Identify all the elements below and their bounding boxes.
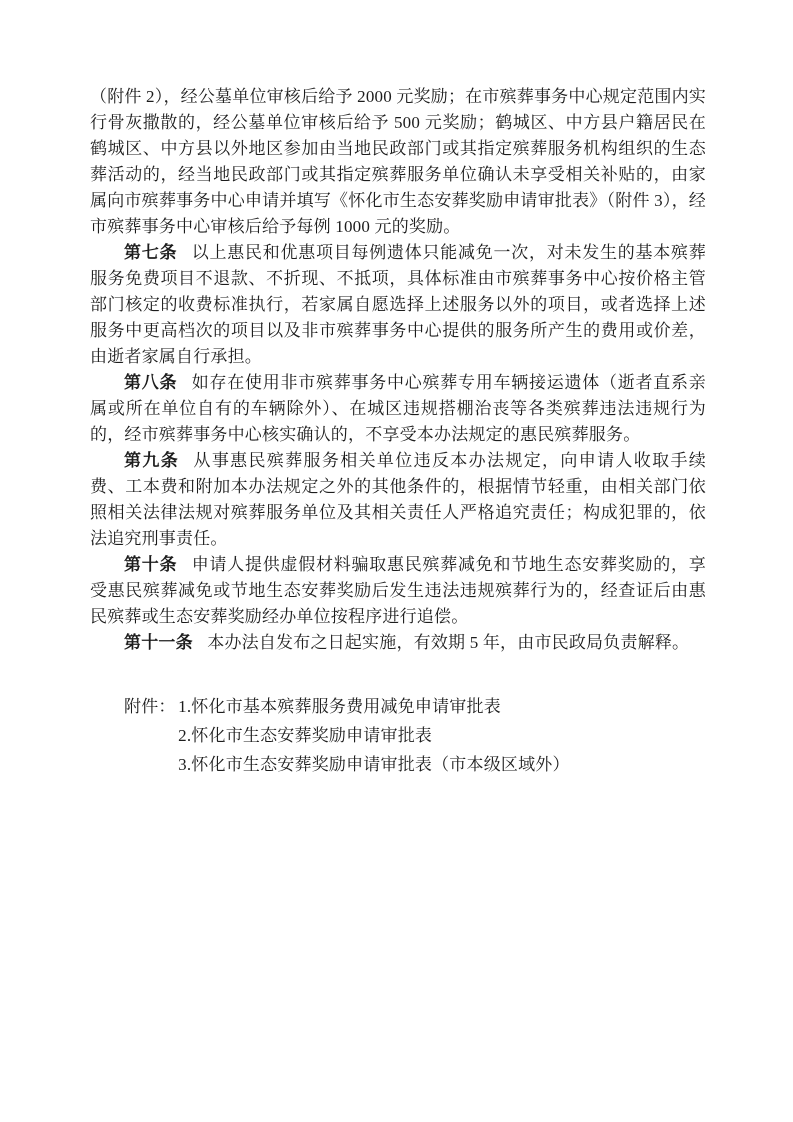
article-paragraph-7 — [90, 240, 706, 370]
attachment-item-1: 1.怀化市基本殡葬服务费用减免申请审批表 — [178, 697, 501, 716]
article-text: 以上惠民和优惠项目每例遗体只能减免一次，对未发生的基本殡葬服务免费项目不退款、不折现、不抵项，具体标准由市殡葬事务中心按价格主管部门核定的收费标准执行，若家属自愿选择上述服务以外的项目，或者选择上述服务中更高档次的项目以及非市殡葬事务中心提供的服务所产生的费用或价差，由逝者家属自行承担。 — [90, 243, 706, 366]
article-number: 第十一条 — [124, 633, 193, 652]
article-text: 本办法自发布之日起实施，有效期 5 年，由市民政局负责解释。 — [207, 633, 690, 652]
article-paragraph-8 — [90, 370, 706, 448]
article-number: 第十条 — [124, 555, 178, 574]
attachments-list — [178, 692, 706, 779]
article-text: 从事惠民殡葬服务相关单位违反本办法规定，向申请人收取手续费、工本费和附加本办法规定之外的其他条件的，根据情节轻重，由相关部门依照相关法律法规对殡葬服务单位及其相关责任人严格追究责任；构成犯罪的，依法追究刑事责任。 — [90, 451, 706, 548]
article-text: 如存在使用非市殡葬事务中心殡葬专用车辆接运遗体（逝者直系亲属或所在单位自有的车辆除外）、在城区违规搭棚治丧等各类殡葬违法违规行为的，经市殡葬事务中心核实确认的，不享受本办法规定的惠民殡葬服务。 — [90, 373, 706, 444]
article-text: 申请人提供虚假材料骗取惠民殡葬减免和节地生态安葬奖励的，享受惠民殡葬减免或节地生态安葬奖励后发生违法违规殡葬行为的，经查证后由惠民殡葬或生态安葬奖励经办单位按程序进行追偿。 — [90, 555, 706, 626]
attachment-item-2: 2.怀化市生态安葬奖励申请审批表 — [178, 726, 433, 745]
attachments-section — [90, 692, 706, 779]
attachments-label: 附件： — [124, 697, 176, 716]
article-number: 第九条 — [124, 451, 180, 470]
article-number: 第八条 — [124, 373, 178, 392]
article-number: 第七条 — [124, 243, 178, 262]
attachment-item-3: 3.怀化市生态安葬奖励申请审批表（市本级区域外） — [178, 755, 570, 774]
article-paragraph-10 — [90, 552, 706, 630]
attachments-row — [90, 692, 706, 779]
continuation-paragraph: （附件 2），经公墓单位审核后给予 2000 元奖励；在市殡葬事务中心规定范围内实行骨灰撒散的，经公墓单位审核后给予 500 元奖励；鹤城区、中方县户籍居民在鹤城区、中方县以外地区参加由当地民政部门或其指定殡葬服务机构组织的生态葬活动的，经当地民政部门或其指定殡葬服务单位确认未享受相关补贴的，由家属向市殡葬事务中心申请并填写《怀化市生态安葬奖励申请审批表》（附件 3），经市殡葬事务中心审核后给予每例 1000 元的奖励。 — [90, 87, 706, 236]
article-paragraph-11 — [90, 630, 706, 656]
article-paragraph-9 — [90, 448, 706, 552]
